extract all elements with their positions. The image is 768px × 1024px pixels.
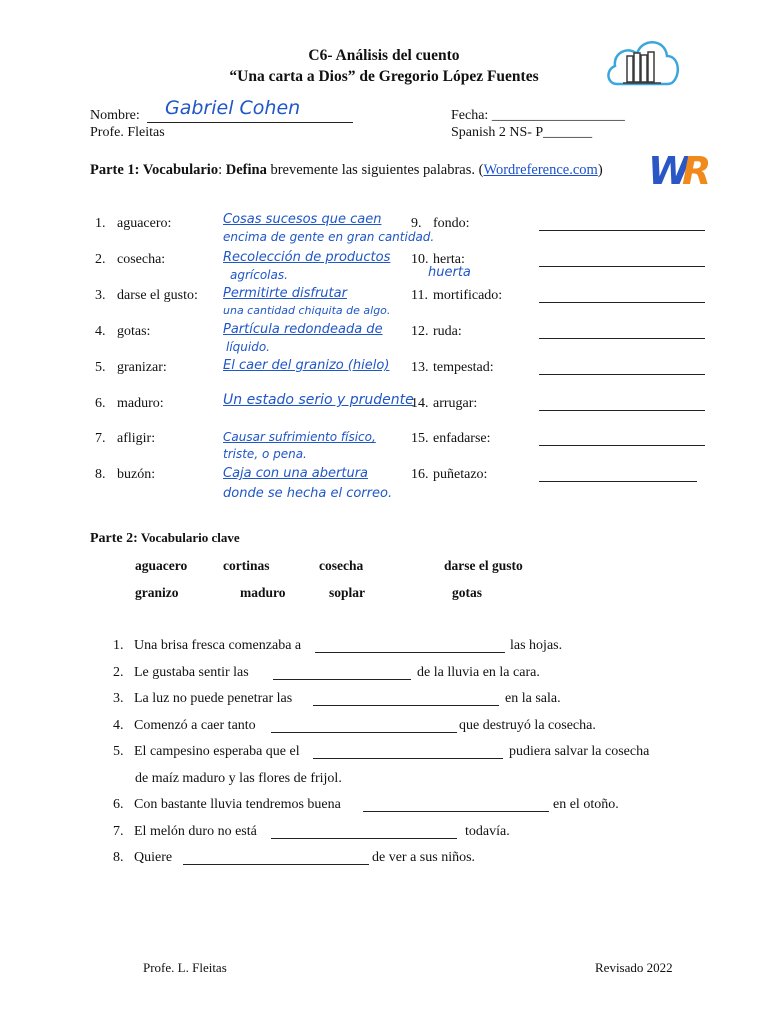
blank-line[interactable] xyxy=(271,732,457,733)
answer-2-line1: Recolección de productos xyxy=(223,250,391,265)
answer-4-line2: líquido. xyxy=(226,340,270,354)
answer-1-line2: encima de gente en gran cantidad. xyxy=(223,230,435,244)
bank-word: cosecha xyxy=(319,558,364,573)
answer-7-line2: triste, o pena. xyxy=(223,447,307,461)
bank-word: gotas xyxy=(452,585,482,600)
profe-label: Profe. Fleitas xyxy=(90,125,165,140)
answer-8-line2: donde se hecha el correo. xyxy=(223,486,393,501)
blank-line[interactable] xyxy=(363,811,549,812)
parte2-title-bold: Parte 2: xyxy=(90,531,138,546)
answer-3-line1: Permitirte disfrutar xyxy=(223,286,347,301)
bank-word: cortinas xyxy=(223,558,270,573)
bank-word: soplar xyxy=(329,585,366,600)
nombre-line xyxy=(147,122,353,123)
answer-2-line2: agrícolas. xyxy=(230,268,288,282)
parte1-title-colon: : xyxy=(218,162,226,178)
nombre-value: Gabriel Cohen xyxy=(165,97,301,119)
answer-5-line1: El caer del granizo (hielo) xyxy=(223,358,390,373)
cloud-books-icon xyxy=(603,26,681,92)
answer-8-line1: Caja con una abertura xyxy=(223,466,369,481)
blank-line[interactable] xyxy=(271,838,457,839)
nombre-label: Nombre: xyxy=(90,108,140,123)
sentence-8: 8. Quiere de ver a sus niños. xyxy=(113,850,476,865)
handwritten-huerta: huerta xyxy=(428,265,471,280)
bank-word: aguacero xyxy=(135,558,188,573)
bank-word: maduro xyxy=(240,585,286,600)
blank-line[interactable] xyxy=(315,652,505,653)
title-line-2: “Una carta a Dios” de Gregorio López Fuentes xyxy=(229,68,539,85)
sentence-3: 3. La luz no puede penetrar las en la sala. xyxy=(113,691,561,706)
footer-right: Revisado 2022 xyxy=(595,960,673,975)
blank-line[interactable] xyxy=(183,864,369,865)
bank-word: darse el gusto xyxy=(444,558,523,573)
fecha-label: Fecha: ___________________ xyxy=(451,108,625,123)
footer-left: Profe. L. Fleitas xyxy=(143,960,227,975)
logo-w: W xyxy=(648,149,690,190)
parte1-title-bold2: Defina xyxy=(225,162,267,178)
wordreference-logo xyxy=(646,148,716,190)
sentence-4: 4. Comenzó a caer tanto que destruyó la cosecha. xyxy=(113,718,596,733)
sentence-6: 6. Con bastante lluvia tendremos buena en el otoño. xyxy=(113,797,619,812)
class-label: Spanish 2 NS- P_______ xyxy=(451,125,593,140)
sentence-5-cont: de maíz maduro y las flores de frijol. xyxy=(135,771,342,786)
blank-line[interactable] xyxy=(273,679,411,680)
title-line-1: C6- Análisis del cuento xyxy=(308,47,460,64)
parte2-title xyxy=(90,530,240,547)
parte1-title-rest: brevemente las siguientes palabras. ( xyxy=(266,162,484,178)
parte2-title-rest: Vocabulario clave xyxy=(137,530,240,545)
parte1-title-bold: Parte 1: Vocabulario xyxy=(90,162,219,178)
wordreference-link[interactable]: Wordreference.com xyxy=(483,162,598,178)
answer-1-line1: Cosas sucesos que caen xyxy=(223,212,382,227)
sentence-5: 5. El campesino esperaba que el pudiera salvar la cosecha xyxy=(113,744,650,759)
bank-word: granizo xyxy=(135,585,179,600)
sentence-2: 2. Le gustaba sentir las de la lluvia en la cara. xyxy=(113,665,540,680)
logo-r: R xyxy=(682,149,712,190)
answer-7-line1: Causar sufrimiento físico, xyxy=(223,430,376,444)
blank-line[interactable] xyxy=(313,758,503,759)
blank-line[interactable] xyxy=(313,705,499,706)
answer-3-line2: una cantidad chiquita de algo. xyxy=(223,304,391,317)
sentence-1: 1. Una brisa fresca comenzaba a las hojas. xyxy=(113,638,563,653)
parte1-title-end: ) xyxy=(597,162,603,178)
parte1-title xyxy=(90,162,603,179)
answer-4-line1: Partícula redondeada de xyxy=(223,322,383,337)
sentence-7: 7. El melón duro no está todavía. xyxy=(113,824,510,839)
answer-6-line1: Un estado serio y prudente xyxy=(223,392,414,408)
